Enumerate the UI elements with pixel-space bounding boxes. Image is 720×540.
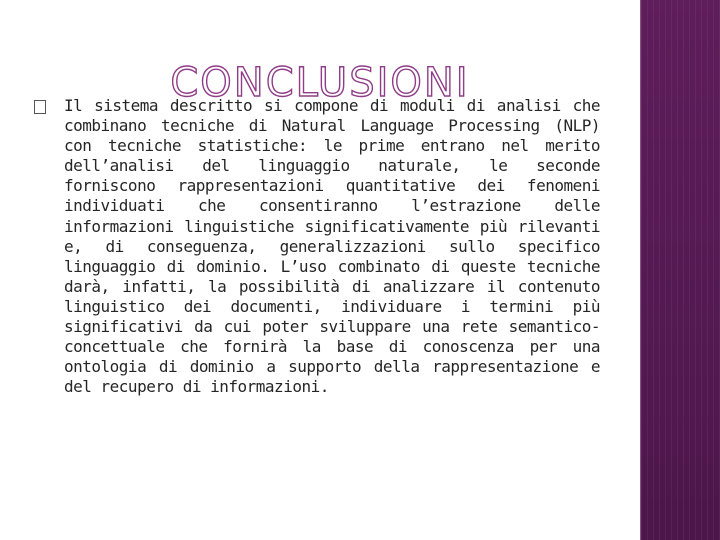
square-bullet-icon [34, 100, 46, 114]
bullet-paragraph [34, 96, 600, 397]
side-panel-texture [641, 0, 720, 540]
slide-title: CONCLUSIONI [170, 59, 470, 106]
paragraph-text: Il sistema descritto si compone di moduli di analisi che combinano tecniche di Natural Language Processing (NLP) con tecniche statistiche: le prime entrano nel merito dell’analisi del linguaggio naturale, le seconde forniscono rappresentazioni quantitative dei fenomeni individuati che consentiranno l’estrazione delle informazioni linguistiche significativamente più rilevanti e, di conseguenza, generalizzazioni sullo specifico linguaggio di dominio. L’uso combinato di queste tecniche darà, infatti, la possibilità di analizzare il contenuto linguistico dei documenti, individuare i termini più significativi da cui poter sviluppare una rete semantico-concettuale che fornirà la base di conoscenza per una ontologia di dominio a supporto della rappresentazione e del recupero di informazioni. [64, 96, 600, 397]
side-decorative-panel [641, 0, 720, 540]
